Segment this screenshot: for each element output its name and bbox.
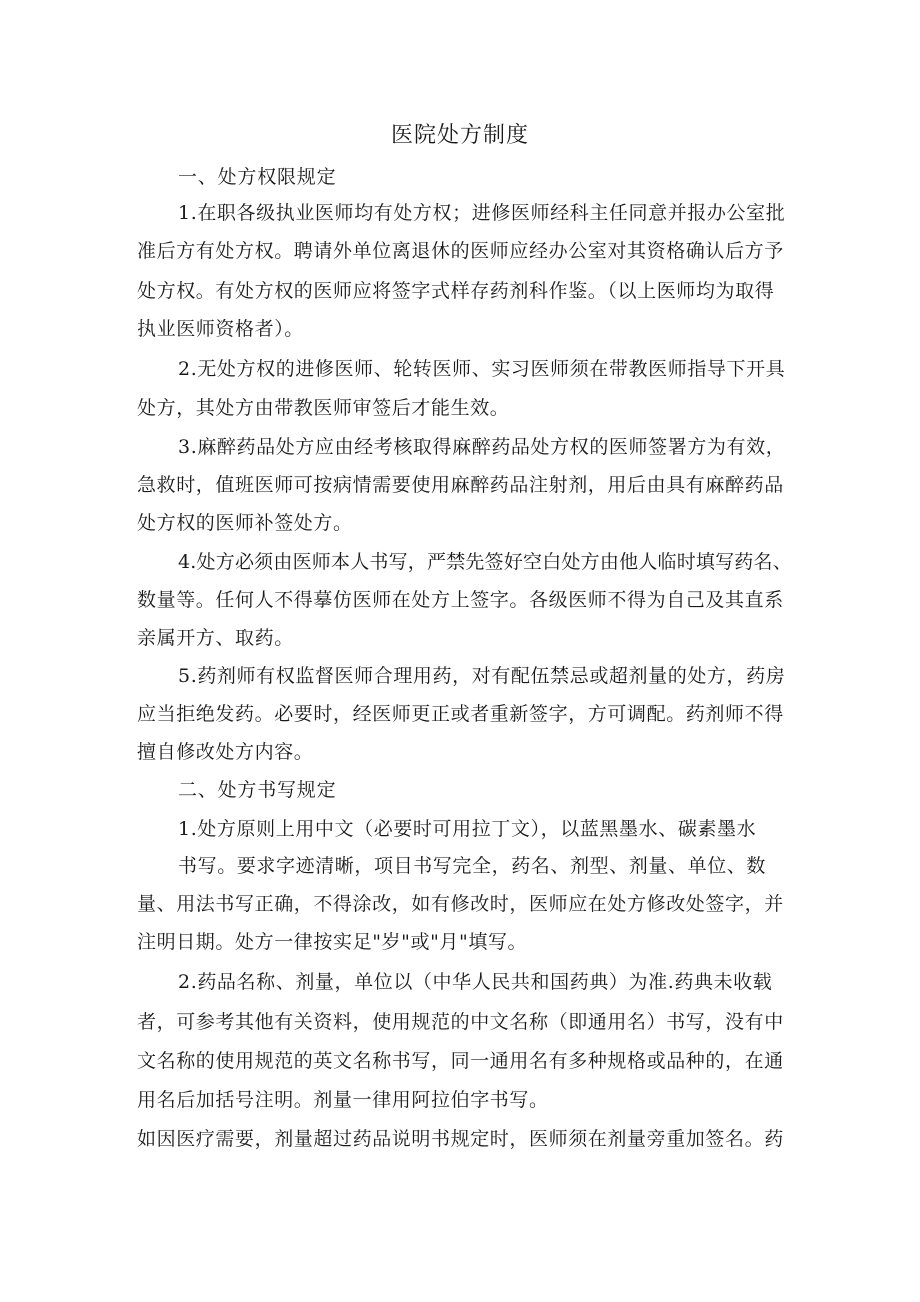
paragraph-line: 2.药品名称、剂量，单位以（中华人民共和国药典）为准.药典未收载 xyxy=(178,971,773,993)
document-title: 医院处方制度 xyxy=(390,123,529,148)
paragraph-line: 如因医疗需要，剂量超过药品说明书规定时，医师须在剂量旁重加签名。药 xyxy=(137,1128,784,1150)
paragraph-line: 应当拒绝发药。必要时，经医师更正或者重新签字，方可调配。药剂师不得 xyxy=(137,703,784,725)
paragraph-line: 急救时，值班医师可按病情需要使用麻醉药品注射剂，用后由具有麻醉药品 xyxy=(137,474,784,496)
paragraph-line: 量、用法书写正确，不得涂改，如有修改时，医师应在处方修改处签字，并 xyxy=(137,893,784,915)
section-heading-1: 一、处方权限规定 xyxy=(178,166,337,188)
paragraph-line: 注明日期。处方一律按实足"岁"或"月"填写。 xyxy=(137,931,528,953)
paragraph-line: 擅自修改处方内容。 xyxy=(137,741,314,763)
paragraph-line: 者，可参考其他有关资料，使用规范的中文名称（即通用名）书写，没有中 xyxy=(137,1011,784,1033)
paragraph-line: 4.处方必须由医师本人书写，严禁先签好空白处方由他人临时填写药名、 xyxy=(178,551,792,573)
section-heading-2: 二、处方书写规定 xyxy=(178,779,337,801)
paragraph-line: 处方，其处方由带教医师审签后才能生效。 xyxy=(137,397,510,419)
paragraph-line: 处方权的医师补签处方。 xyxy=(137,512,353,534)
paragraph-line: 文名称的使用规范的英文名称书写，同一通用名有多种规格或品种的，在通 xyxy=(137,1050,784,1072)
paragraph-line: 处方权。有处方权的医师应将签字式样存药剂科作鉴。（以上医师均为取得 xyxy=(137,280,775,302)
paragraph-line: 执业医师资格者）。 xyxy=(137,318,304,340)
paragraph-line: 用名后加括号注明。剂量一律用阿拉伯字书写。 xyxy=(137,1089,549,1111)
paragraph-line: 1.在职各级执业医师均有处方权；进修医师经科主任同意并报办公室批 xyxy=(178,202,786,224)
paragraph-line: 数量等。任何人不得摹仿医师在处方上签字。各级医师不得为自己及其直系 xyxy=(137,589,784,611)
paragraph-line: 1.处方原则上用中文（必要时可用拉丁文），以蓝黑墨水、碳素墨水 xyxy=(178,818,757,840)
paragraph-line: 3.麻醉药品处方应由经考核取得麻醉药品处方权的医师签署方为有效， xyxy=(178,436,786,458)
paragraph-line: 书写。要求字迹清晰，项目书写完全，药名、剂型、剂量、单位、数 xyxy=(178,855,767,877)
paragraph-line: 2.无处方权的进修医师、轮转医师、实习医师须在带教医师指导下开具 xyxy=(178,358,786,380)
paragraph-line: 亲属开方、取药。 xyxy=(137,627,294,649)
paragraph-line: 准后方有处方权。聘请外单位离退休的医师应经办公室对其资格确认后方予 xyxy=(137,240,784,262)
paragraph-line: 5.药剂师有权监督医师合理用药，对有配伍禁忌或超剂量的处方，药房 xyxy=(178,665,786,687)
